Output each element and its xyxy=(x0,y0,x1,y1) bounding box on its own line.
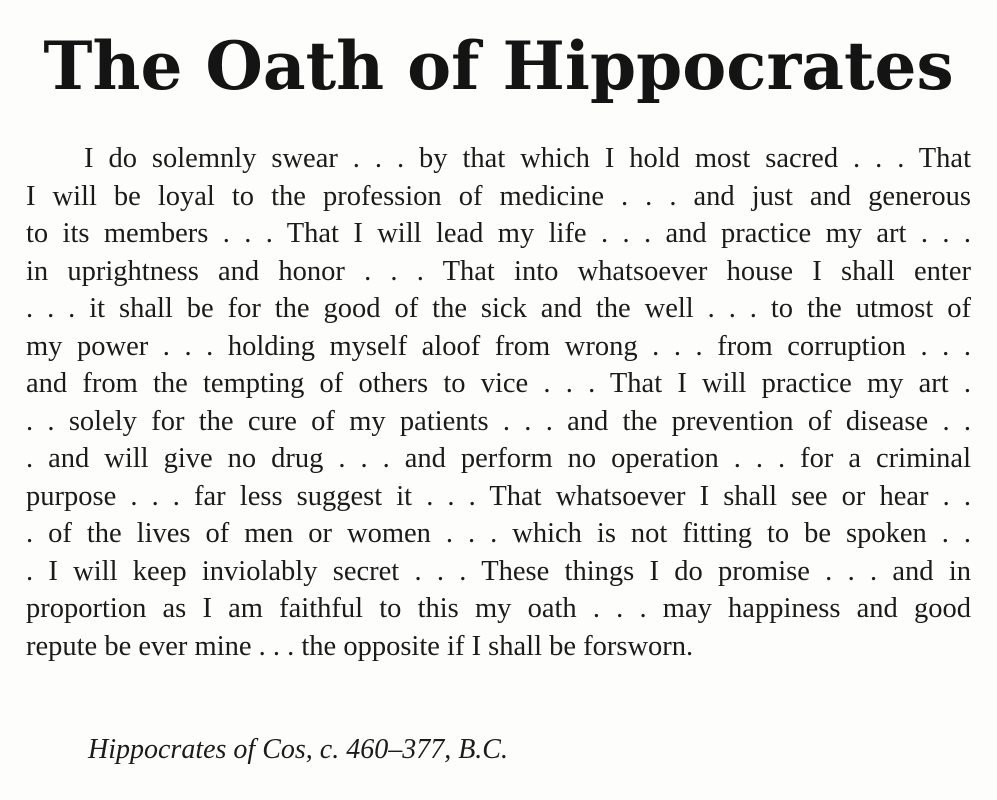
oath-paragraph xyxy=(26,140,971,665)
oath-line: and from the tempting of others to vice . . . That I will practice my art . xyxy=(26,368,971,399)
oath-line: purpose . . . far less suggest it . . . That whatsoever I shall see or hear . . xyxy=(26,480,971,512)
oath-line: I do solemnly swear . . . by that which I hold most sacred . . . That xyxy=(84,143,971,174)
page-title: The Oath of Hippocrates xyxy=(43,27,954,105)
oath-line: . of the lives of men or women . . . which is not fitting to be spoken . . xyxy=(26,518,971,549)
oath-line: proportion as I am faithful to this my oath . . . may happiness and good xyxy=(26,593,971,624)
oath-line: my power . . . holding myself aloof from wrong . . . from corruption . . . xyxy=(26,330,971,362)
oath-line: . . solely for the cure of my patients . . . and the prevention of disease . . xyxy=(26,405,971,437)
attribution: Hippocrates of Cos, c. 460–377, B.C. xyxy=(88,734,508,765)
oath-line: . . . it shall be for the good of the sick and the well . . . to the utmost of xyxy=(26,293,971,324)
oath-line: repute be ever mine . . . the opposite if I shall be forsworn. xyxy=(26,630,694,662)
oath-line: in uprightness and honor . . . That into whatsoever house I shall enter xyxy=(26,255,971,287)
oath-line: I will be loyal to the profession of medicine . . . and just and generous xyxy=(26,180,971,212)
oath-line: . and will give no drug . . . and perform no operation . . . for a criminal xyxy=(26,443,971,474)
oath-line: . I will keep inviolably secret . . . These things I do promise . . . and in xyxy=(26,555,971,587)
oath-line: to its members . . . That I will lead my life . . . and practice my art . . . xyxy=(26,218,971,249)
